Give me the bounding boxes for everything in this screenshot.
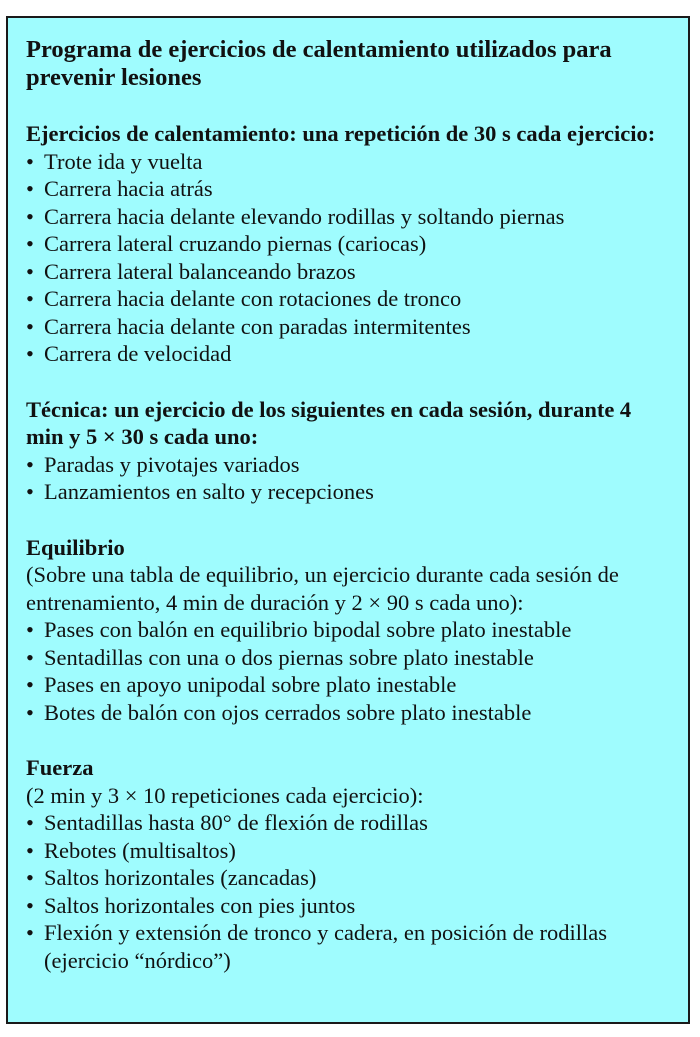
list-item: • Trote ida y vuelta (26, 148, 672, 176)
list-item: • Carrera hacia atrás (26, 175, 672, 203)
list-item: • Carrera de velocidad (26, 340, 672, 368)
exercise-list (26, 809, 672, 974)
section-warmup (26, 120, 672, 368)
list-item: • Pases con balón en equilibrio bipodal sobre plato inestable (26, 616, 672, 644)
list-item: • Saltos horizontales (zancadas) (26, 864, 672, 892)
list-item: • Rebotes (multisaltos) (26, 837, 672, 865)
list-item: • Carrera hacia delante elevando rodillas y soltando piernas (26, 203, 672, 231)
section-heading: Equilibrio (26, 534, 125, 560)
exercise-list (26, 616, 672, 726)
exercise-list (26, 148, 672, 368)
list-item: • Lanzamientos en salto y recepciones (26, 478, 672, 506)
exercise-program-box (6, 16, 690, 1024)
list-item: • Carrera lateral balanceando brazos (26, 258, 672, 286)
section-strength (26, 754, 672, 974)
section-heading: Fuerza (26, 755, 94, 780)
list-item: • Botes de balón con ojos cerrados sobre plato inestable (26, 699, 672, 727)
exercise-list (26, 451, 672, 506)
list-item: • Sentadillas hasta 80° de flexión de rodillas (26, 809, 672, 837)
list-item: • Carrera lateral cruzando piernas (cariocas) (26, 230, 672, 258)
list-item: • Carrera hacia delante con rotaciones de tronco (26, 285, 672, 313)
section-heading: Técnica: un ejercicio de los siguientes en cada sesión, durante 4 min y 5 × 30 s cada uno: (26, 396, 632, 449)
box-title: Programa de ejercicios de calentamiento utilizados para prevenir lesiones (26, 36, 612, 91)
section-heading: Ejercicios de calentamiento: una repetición de 30 s cada ejercicio: (26, 121, 656, 146)
list-item: • Flexión y extensión de tronco y cadera, en posición de rodillas (ejercicio “nórdico”) (26, 919, 672, 974)
list-item: • Carrera hacia delante con paradas intermitentes (26, 313, 672, 341)
list-item: • Sentadillas con una o dos piernas sobre plato inestable (26, 644, 672, 672)
section-technique (26, 396, 672, 506)
section-balance (26, 534, 672, 727)
section-note: (2 min y 3 × 10 repeticiones cada ejercicio): (26, 782, 424, 808)
list-item: • Pases en apoyo unipodal sobre plato inestable (26, 671, 672, 699)
section-note: (Sobre una tabla de equilibrio, un ejercicio durante cada sesión de entrenamiento, 4 min de duración y 2 × 90 s cada uno): (26, 562, 619, 615)
list-item: • Saltos horizontales con pies juntos (26, 892, 672, 920)
list-item: • Paradas y pivotajes variados (26, 451, 672, 479)
